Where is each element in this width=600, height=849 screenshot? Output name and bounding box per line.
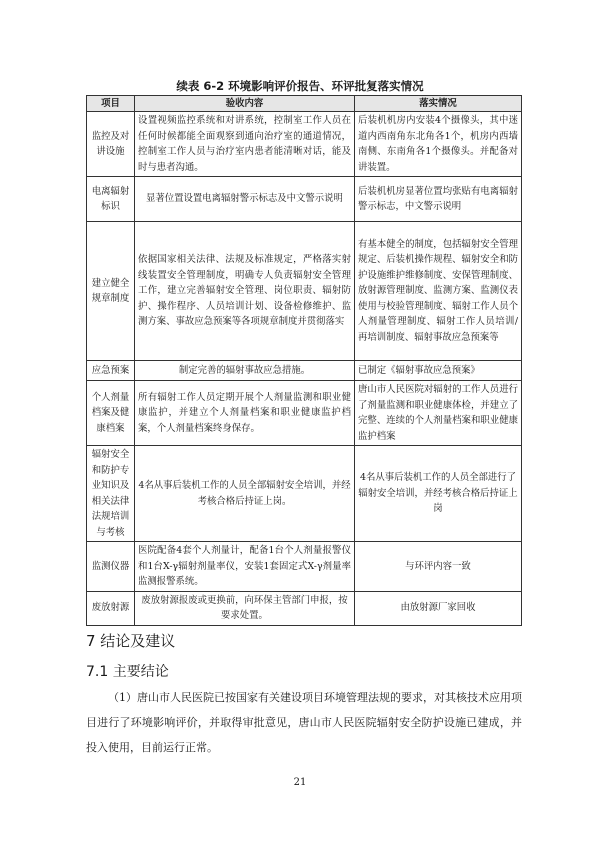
header-status: 落实情况 bbox=[355, 96, 522, 112]
row-status: 后装机机房内安装4个摄像头，其中迷道内西南角东北角各1个，机房内西墙南侧、东南角各1个摄像头。并配备对讲装置。 bbox=[355, 112, 522, 177]
row-content: 废放射源报废或更换前，向环保主管部门申报，按要求处置。 bbox=[135, 591, 355, 625]
table-row bbox=[87, 591, 522, 625]
row-status: 与环评内容一致 bbox=[355, 542, 522, 592]
section-heading: 7 结论及建议 bbox=[86, 632, 176, 650]
row-status: 4名从事后装机工作的人员全部进行了辐射安全培训，并经考核合格后持证上岗 bbox=[355, 446, 522, 542]
table-row bbox=[87, 381, 522, 446]
table-row bbox=[87, 361, 522, 381]
row-content: 依据国家相关法律、法规及标准规定，严格落实射线装置安全管理制度，明确专人负责辐射安全管理工作，建立完善辐射安全管理、岗位职责、辐射防护、操作程序、人员培训计划、设备检修维护、监测方案、事故应急预案等各项规章制度并贯彻落实 bbox=[135, 222, 355, 361]
row-content: 显著位置设置电离辐射警示标志及中文警示说明 bbox=[135, 177, 355, 222]
table-row bbox=[87, 112, 522, 177]
table-caption: 续表 6-2 环境影响评价报告、环评批复落实情况 bbox=[176, 79, 424, 93]
row-status: 有基本健全的制度，包括辐射安全管理规定、后装机操作规程、辐射安全和防护设施维护维修制度、安保管理制度、放射源管理制度、监测方案、监测仪表使用与校验管理制度、辐射工作人员个人剂量管理制度、辐射工作人员培训/再培训制度、辐射事故应急预案等 bbox=[355, 222, 522, 361]
body-paragraph: （1）唐山市人民医院已按国家有关建设项目环境管理法规的要求，对其核技术应用项目进行了环境影响评价，并取得审批意见，唐山市人民医院辐射安全防护设施已建成，并投入使用，目前运行正常。 bbox=[86, 691, 522, 754]
row-content: 制定完善的辐射事故应急措施。 bbox=[135, 361, 355, 381]
row-item: 电离辐射标识 bbox=[87, 177, 135, 222]
table-row bbox=[87, 177, 522, 222]
header-item: 项目 bbox=[87, 96, 135, 112]
row-item: 废放射源 bbox=[87, 591, 135, 625]
row-item: 个人剂量档案及健康档案 bbox=[87, 381, 135, 446]
acceptance-table bbox=[86, 95, 522, 626]
table-header-row bbox=[87, 96, 522, 112]
row-item: 应急预案 bbox=[87, 361, 135, 381]
row-content: 医院配备4套个人剂量计，配备1台个人剂量报警仪和1台X-γ辐射剂量率仪，安装1套固定式X-γ剂量率监测报警系统。 bbox=[135, 542, 355, 592]
row-status: 唐山市人民医院对辐射的工作人员进行了剂量监测和职业健康体检，并建立了完整、连续的个人剂量档案和职业健康监护档案 bbox=[355, 381, 522, 446]
row-status: 后装机机房显著位置均张贴有电离辐射警示标志，中文警示说明 bbox=[355, 177, 522, 222]
page-number: 21 bbox=[293, 777, 307, 788]
table-row bbox=[87, 222, 522, 361]
subsection-heading: 7.1 主要结论 bbox=[86, 664, 169, 680]
row-item: 辐射安全和防护专业知识及相关法律法规培训与考核 bbox=[87, 446, 135, 542]
row-status: 已制定《辐射事故应急预案》 bbox=[355, 361, 522, 381]
row-item: 监控及对讲设施 bbox=[87, 112, 135, 177]
row-content: 4名从事后装机工作的人员全部辐射安全培训，并经考核合格后持证上岗。 bbox=[135, 446, 355, 542]
header-content: 验收内容 bbox=[135, 96, 355, 112]
row-status: 由放射源厂家回收 bbox=[355, 591, 522, 625]
row-item: 建立健全规章制度 bbox=[87, 222, 135, 361]
row-item: 监测仪器 bbox=[87, 542, 135, 592]
table-row bbox=[87, 446, 522, 542]
row-content: 设置视频监控系统和对讲系统，控制室工作人员在任何时候都能全面观察到通向治疗室的通道情况，控制室工作人员与治疗室内患者能清晰对话，能及时与患者沟通。 bbox=[135, 112, 355, 177]
row-content: 所有辐射工作人员定期开展个人剂量监测和职业健康监护，并建立个人剂量档案和职业健康监护档案，个人剂量档案终身保存。 bbox=[135, 381, 355, 446]
table-row bbox=[87, 542, 522, 592]
